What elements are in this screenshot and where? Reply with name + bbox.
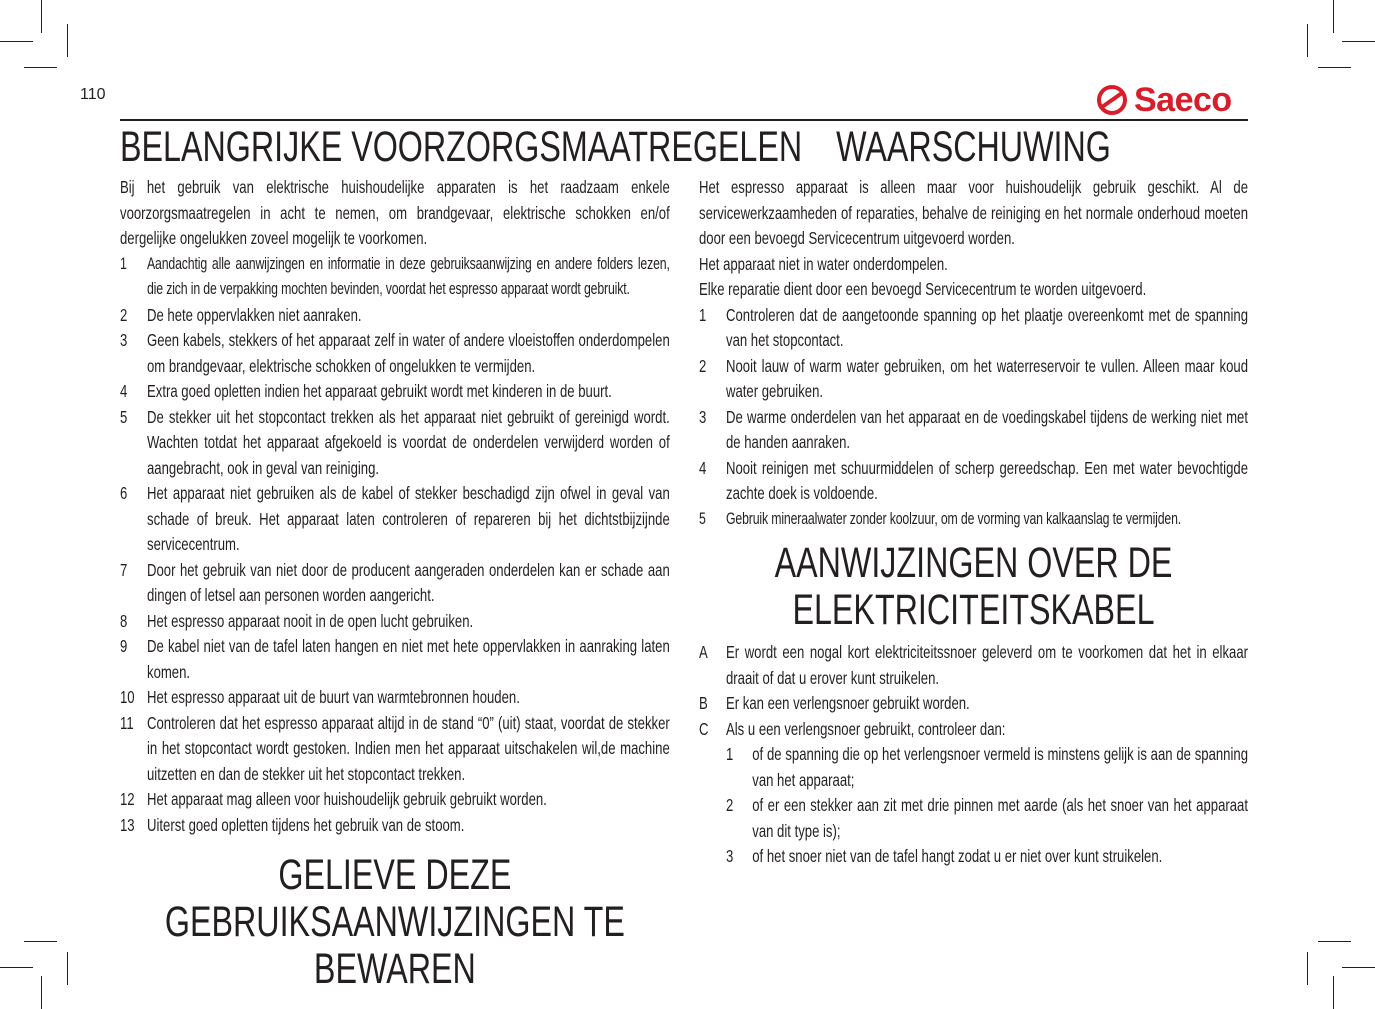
left-column xyxy=(120,123,803,993)
list-item: 4 Extra goed opletten indien het apparaat gebruikt wordt met kinderen in de buurt. xyxy=(120,381,612,401)
crop-mark xyxy=(41,976,42,1009)
saeco-logo xyxy=(1095,82,1232,118)
list-item: 5 De stekker uit het stopcontact trekken als het apparaat niet gebruikt of gereinigd wordt. Wachten totdat het apparaat afgekoeld is voordat de onderdelen verwijderd worden of aangebracht, ook in geval van reiniging. xyxy=(120,406,670,478)
saeco-logo-text: Saeco xyxy=(1134,81,1232,119)
crop-mark xyxy=(1318,67,1351,68)
warning-intro: Het espresso apparaat is alleen maar voor huishoudelijk gebruik geschikt. Al de servicewerkzaamheden of reparaties, behalve de reiniging en het normale onderhoud moeten door een bevoegd Servicecentrum uitgevoerd worden. xyxy=(699,177,1248,248)
crop-mark xyxy=(0,41,33,42)
precautions-intro: Bij het gebruik van elektrische huishoudelijke apparaten is het raadzaam enkele voorzorgsmaatregelen in acht te nemen, om brandgevaar, elektrische schokken en/of dergelijke ongelukken zoveel mogelijk te voorkomen. xyxy=(120,177,670,248)
crop-mark xyxy=(1333,976,1334,1009)
crop-mark xyxy=(41,0,42,33)
crop-mark xyxy=(1318,941,1351,942)
right-column xyxy=(699,124,1248,870)
list-item: 3 Geen kabels, stekkers of het apparaat zelf in water of andere vloeistoffen onderdompelen om brandgevaar, elektrische schokken of ongelukken te vermijden. xyxy=(120,330,670,376)
crop-mark xyxy=(24,67,57,68)
precautions-list xyxy=(120,252,670,839)
list-item: 3 of het snoer niet van de tafel hangt zodat u er niet over kunt struikelen. xyxy=(726,846,1163,866)
crop-mark xyxy=(24,941,57,942)
crop-mark xyxy=(0,967,33,968)
list-item: 7 Door het gebruik van niet door de producent aangeraden onderdelen kan er schade aan dingen of letsel aan personen worden aangericht. xyxy=(120,559,670,605)
list-item: 2 De hete oppervlakken niet aanraken. xyxy=(120,304,362,325)
warning-repair: Elke reparatie dient door een bevoegd Servicecentrum te worden uitgevoerd. xyxy=(699,279,1147,299)
power-cord-heading: AANWIJZINGEN OVER DE ELEKTRICITEITSKABEL xyxy=(774,539,1173,634)
list-item: 1 of de spanning die op het verlengsnoer vermeld is minstens gelijk is aan de spanning van het apparaat; xyxy=(726,744,1248,790)
list-item: 10 Het espresso apparaat uit de buurt van warmtebronnen houden. xyxy=(120,687,520,707)
list-item: 2 Nooit lauw of warm water gebruiken, om het waterreservoir te vullen. Alleen maar koud water gebruiken. xyxy=(699,355,1248,401)
list-item: C Als u een verlengsnoer gebruikt, controleer dan: xyxy=(699,718,1006,739)
warning-list xyxy=(699,303,1248,533)
warning-no-immersion: Het apparaat niet in water onderdompelen. xyxy=(699,253,948,274)
keep-instructions-heading: GELIEVE DEZE GEBRUIKSAANWIJZINGEN TE BEWAREN xyxy=(164,851,625,993)
precautions-heading: BELANGRIJKE VOORZORGSMAATREGELEN xyxy=(120,123,803,171)
list-item: 5 Gebruik mineraalwater zonder koolzuur, om de vorming van kalkaanslag te vermijden. xyxy=(699,509,1182,528)
crop-mark xyxy=(1342,41,1375,42)
list-item: B Er kan een verlengsnoer gebruikt worden. xyxy=(699,693,970,713)
crop-mark xyxy=(1333,0,1334,33)
list-item: 4 Nooit reinigen met schuurmiddelen of scherp gereedschap. Een met water bevochtigde zachte doek is voldoende. xyxy=(699,457,1248,503)
list-item: 11 Controleren dat het espresso apparaat altijd in de stand “0” (uit) staat, voordat de stekker in het stopcontact wordt gestoken. Indien men het apparaat uitschakelen wil,de machine uitzetten en dan de stekker uit het stopcontact trekken. xyxy=(120,712,670,784)
warning-heading: WAARSCHUWING xyxy=(836,123,1111,171)
list-item: 1 Aandachtig alle aanwijzingen en informatie in deze gebruiksaanwijzing en andere folders lezen, die zich in de verpakking mochten bevinden, voordat het espresso apparaat wordt gebruikt. xyxy=(120,254,670,298)
crop-mark xyxy=(1307,24,1308,57)
page-number: 110 xyxy=(80,86,106,103)
list-item: 9 De kabel niet van de tafel laten hangen en niet met hete oppervlakken in aanraking laten komen. xyxy=(120,636,670,682)
list-item: 12 Het apparaat mag alleen voor huishoudelijk gebruik gebruikt worden. xyxy=(120,789,547,809)
crop-mark xyxy=(67,24,68,57)
crop-mark xyxy=(1342,967,1375,968)
header-rule xyxy=(120,119,1248,121)
crop-mark xyxy=(1307,952,1308,985)
list-item: 6 Het apparaat niet gebruiken als de kabel of stekker beschadigd zijn ofwel in geval van schade of breuk. Het apparaat laten controleren of repareren bij het dichtstbijzijnde servicecentrum. xyxy=(120,483,670,554)
saeco-logo-icon xyxy=(1095,83,1129,117)
list-item: 1 Controleren dat de aangetoonde spanning op het plaatje overeenkomt met de spanning van het stopcontact. xyxy=(699,304,1248,350)
list-item: 8 Het espresso apparaat nooit in de open lucht gebruiken. xyxy=(120,610,474,631)
crop-mark xyxy=(67,952,68,985)
power-cord-list xyxy=(699,640,1248,742)
list-item: 13 Uiterst goed opletten tijdens het gebruik van de stoom. xyxy=(120,814,465,835)
list-item: 2 of er een stekker aan zit met drie pinnen met aarde (als het snoer van het apparaat van dit type is); xyxy=(726,795,1248,841)
extension-cord-list xyxy=(726,742,1248,870)
list-item: A Er wordt een nogal kort elektriciteitssnoer geleverd om te voorkomen dat het in elkaar draait of dat u erover kunt struikelen. xyxy=(699,642,1248,688)
extension-cord-checks xyxy=(699,742,1248,870)
list-item: 3 De warme onderdelen van het apparaat en de voedingskabel tijdens de werking niet met de handen aanraken. xyxy=(699,406,1248,452)
